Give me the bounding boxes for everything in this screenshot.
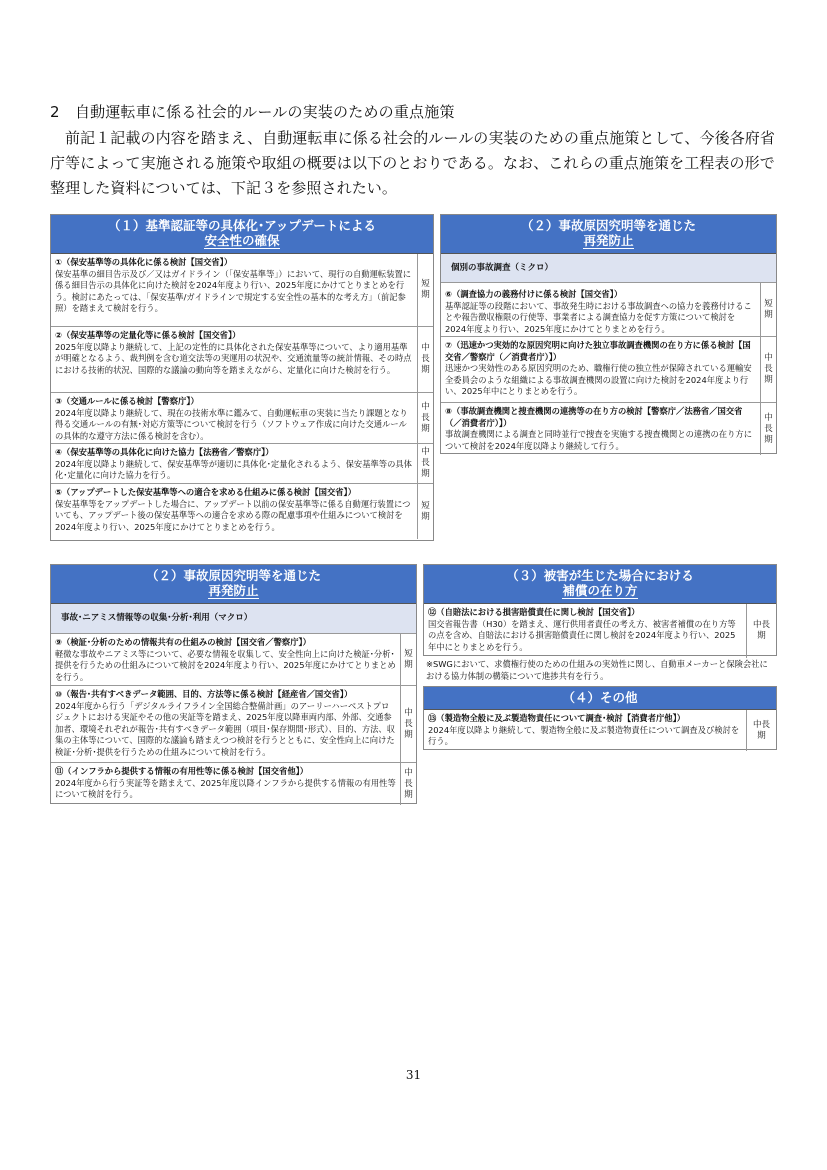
list-item — [424, 710, 776, 751]
panel-subheader: 個別の事故調査（ミクロ） — [441, 254, 776, 283]
note-text: ※SWGにおいて、求償権行使のための仕組みの実効性に関し、自動車メーカーと保険会社における協力体制の構築について進捗共有を行う。 — [426, 659, 768, 681]
item-desc: 基準認証等の段階において、事故発生時における事故調査への協力を義務付けることや報告徴収権限の行使等、事業者による調査協力を促す方策について検討を2024年度より行い、2025年度にかけてとりまとめを行う。 — [445, 300, 752, 334]
term-label: 短期 — [400, 634, 416, 685]
item-title: ⑥（調査協力の義務付けに係る検討【国交省】） — [445, 289, 623, 299]
item-desc: 迅速かつ実効性のある原因究明のため、職権行使の独立性が保障されている運輸安全委員会のような組織による事故調査機関の設置に向けた検討を2024年度より行い、2025年中にとりまとめを行う。 — [445, 363, 752, 397]
item-desc: 2024年度から行う実証等を踏まえて、2025年度以降インフラから提供する情報の有用性等について検討を行う。 — [55, 777, 396, 800]
panel-title-line1: （３）被害が生じた場合における — [506, 568, 694, 583]
section-intro: 前記１記載の内容を踏まえ、自動運転車に係る社会的ルールの実装のための重点施策として、今後各府省庁等によって実施される施策や取組の概要は以下のとおりである。なお、これらの重点施策を工程表の形で整理した資料については、下記３を参照されたい。 — [50, 129, 776, 197]
term-label: 中長期 — [417, 444, 433, 483]
item-desc: 2024年度以降より継続して、保安基準等が適切に具体化･定量化されるよう、保安基準等の具体化･定量化に向けた協力を行う。 — [55, 458, 412, 481]
list-item — [51, 254, 433, 327]
panel-title-line2: 再発防止 — [583, 233, 634, 248]
term-label: 中長期 — [400, 763, 416, 805]
panel-header — [51, 215, 433, 254]
panel-header — [424, 565, 776, 604]
item-desc: 2025年度以降より継続して、上記の定性的に具体化された保安基準等について、より適用基準が明確となるよう、裁判例を含む道交法等の実運用の状況や、交通流量等の統計情報、その時点における技術的状況、国際的な議論の動向等を踏まえながら、定量化に向けた検討を行う。 — [55, 341, 412, 375]
list-item — [51, 327, 433, 393]
list-item — [441, 403, 776, 455]
section-heading: 2 自動運転車に係る社会的ルールの実装のための重点施策 — [50, 103, 455, 121]
list-item — [441, 337, 776, 403]
panel-accident-micro — [440, 214, 777, 454]
panel-header — [441, 215, 776, 254]
item-title: ⑧（事故調査機関と捜査機関の連携等の在り方の検討【警察庁／法務省／国交省（／消費者庁）】） — [445, 406, 743, 428]
term-label: 短期 — [417, 254, 433, 326]
panel-title-line1: （２）事故原因究明等を通じた — [145, 568, 321, 583]
item-title: ③（交通ルールに係る検討【警察庁】） — [55, 396, 199, 406]
panel-subheader: 事故･ニアミス情報等の収集･分析･利用（マクロ） — [51, 604, 416, 634]
panel-compensation — [423, 564, 777, 656]
list-item — [424, 604, 776, 658]
term-label: 短期 — [760, 283, 776, 336]
item-title: ⑦（迅速かつ実効的な原因究明に向けた独立事故調査機関の在り方に係る検討【国交省／警察庁（／消費者庁）】） — [445, 340, 751, 362]
panel-header — [424, 687, 776, 710]
panel-title-line1: （４）その他 — [562, 690, 638, 705]
list-item — [51, 634, 416, 686]
item-title: ⑪（インフラから提供する情報の有用性等に係る検討【国交省他】） — [55, 766, 309, 776]
item-title: ⑬（製造物全般に及ぶ製造物責任について調査･検討【消費者庁他】） — [428, 713, 686, 723]
panel-accident-macro — [50, 564, 417, 804]
term-label: 短期 — [417, 484, 433, 539]
item-title: ④（保安基準等の具体化に向けた協力【法務省／警察庁】） — [55, 447, 274, 457]
panel-title-line1: （１）基準認証等の具体化･アップデートによる — [108, 218, 376, 233]
panel-title-line2: 再発防止 — [208, 583, 259, 598]
panel-title-line2: 補償の在り方 — [562, 583, 638, 598]
term-label: 中長期 — [417, 393, 433, 443]
list-item — [51, 444, 433, 484]
item-title: ⑨（検証･分析のための情報共有の仕組みの検討【国交省／警察庁】） — [55, 637, 311, 647]
item-desc: 2024年度から行う「デジタルライフライン全国総合整備計画」のアーリーハーベストプロジェクトにおける実証やその他の実証等を踏まえ、2025年度以降車両内部、外部、交通参加者、環境それぞれが報告･共有すべきデータ範囲（項目･保存期間･形式）、目的、方法、収集の主体等について、国際的な議論も踏まえつつ検討を行うとともに、安全性向上に向けた検証･分析･提供を行うための仕組みについて検討を行う。 — [55, 700, 396, 757]
list-item — [51, 763, 416, 805]
term-label: 中長期 — [417, 327, 433, 392]
term-label: 中長期 — [746, 710, 776, 751]
term-label: 中長期 — [760, 337, 776, 402]
panel-title-line2: 安全性の確保 — [204, 233, 280, 248]
item-title: ⑤（アップデートした保安基準等への適合を求める仕組みに係る検討【国交省】） — [55, 487, 356, 497]
item-title: ⑩（報告･共有すべきデータ範囲、目的、方法等に係る検討【経産省／国交省】） — [55, 689, 353, 699]
item-desc: 2024年度以降より継続して、製造物全般に及ぶ製造物責任について調査及び検討を行う。 — [428, 724, 740, 747]
list-item — [51, 686, 416, 763]
item-desc: 事故調査機関による調査と同時並行で捜査を実施する捜査機関との連携の在り方について検討を2024年度以降より継続して行う。 — [445, 429, 752, 451]
list-item — [51, 484, 433, 539]
term-label: 中長期 — [400, 686, 416, 762]
term-label: 中長期 — [746, 604, 776, 658]
page-number: 31 — [405, 1068, 422, 1082]
panel-standards — [50, 214, 434, 541]
item-title: ⑫（自賠法における損害賠償責任に関し検討【国交省】） — [428, 607, 640, 617]
item-desc: 保安基準等をアップデートした場合に、アップデート以前の保安基準等に係る自動運行装置についても、アップデート後の保安基準等への適合を求める際の配慮事項や仕組みについて検討を2024年度より行い、2025年度にかけてとりまとめを行う。 — [55, 498, 411, 532]
item-desc: 2024年度以降より継続して、現在の技術水準に鑑みて、自動運転車の実装に当たり課題となり得る交通ルールの有無･対応方策等について検討を行う（ソフトウェア作成に向けた交通ルールの具体的な遵守方法に係る検討を含む）。 — [55, 407, 408, 441]
panel-header — [51, 565, 416, 604]
item-title: ①（保安基準等の具体化に係る検討【国交省】） — [55, 257, 233, 267]
item-title: ②（保安基準等の定量化等に係る検討【国交省】） — [55, 330, 241, 340]
panel-other — [423, 686, 777, 750]
item-desc: 軽微な事故やニアミス等について、必要な情報を収集して、安全性向上に向けた検証･分析･提供を行うための仕組みについて検討を2024年度より行い、2025年度にかけてとりまとめを行う。 — [55, 648, 396, 682]
panel-title-line1: （２）事故原因究明等を通じた — [520, 218, 696, 233]
item-desc: 国交省報告書（H30）を踏まえ、運行供用者責任の考え方、被害者補償の在り方等の点を含め、自賠法における損害賠償責任に関し検討を2024年度より行い、2025年中にとりまとめを行う。 — [428, 618, 736, 652]
list-item — [441, 283, 776, 337]
item-desc: 保安基準の細目告示及び／又はガイドライン（「保安基準等」）において、現行の自動運転装置に係る細目告示の具体化に向けた検討を2024年度より行い、2025年度にかけてとりまとめを行う。検討にあたっては、「保安基準/ガイドラインで規定する安全性の基本的な考え方」（前記参照）を踏まえて検討を行う。 — [55, 268, 412, 314]
term-label: 中長期 — [760, 403, 776, 455]
list-item — [51, 393, 433, 444]
